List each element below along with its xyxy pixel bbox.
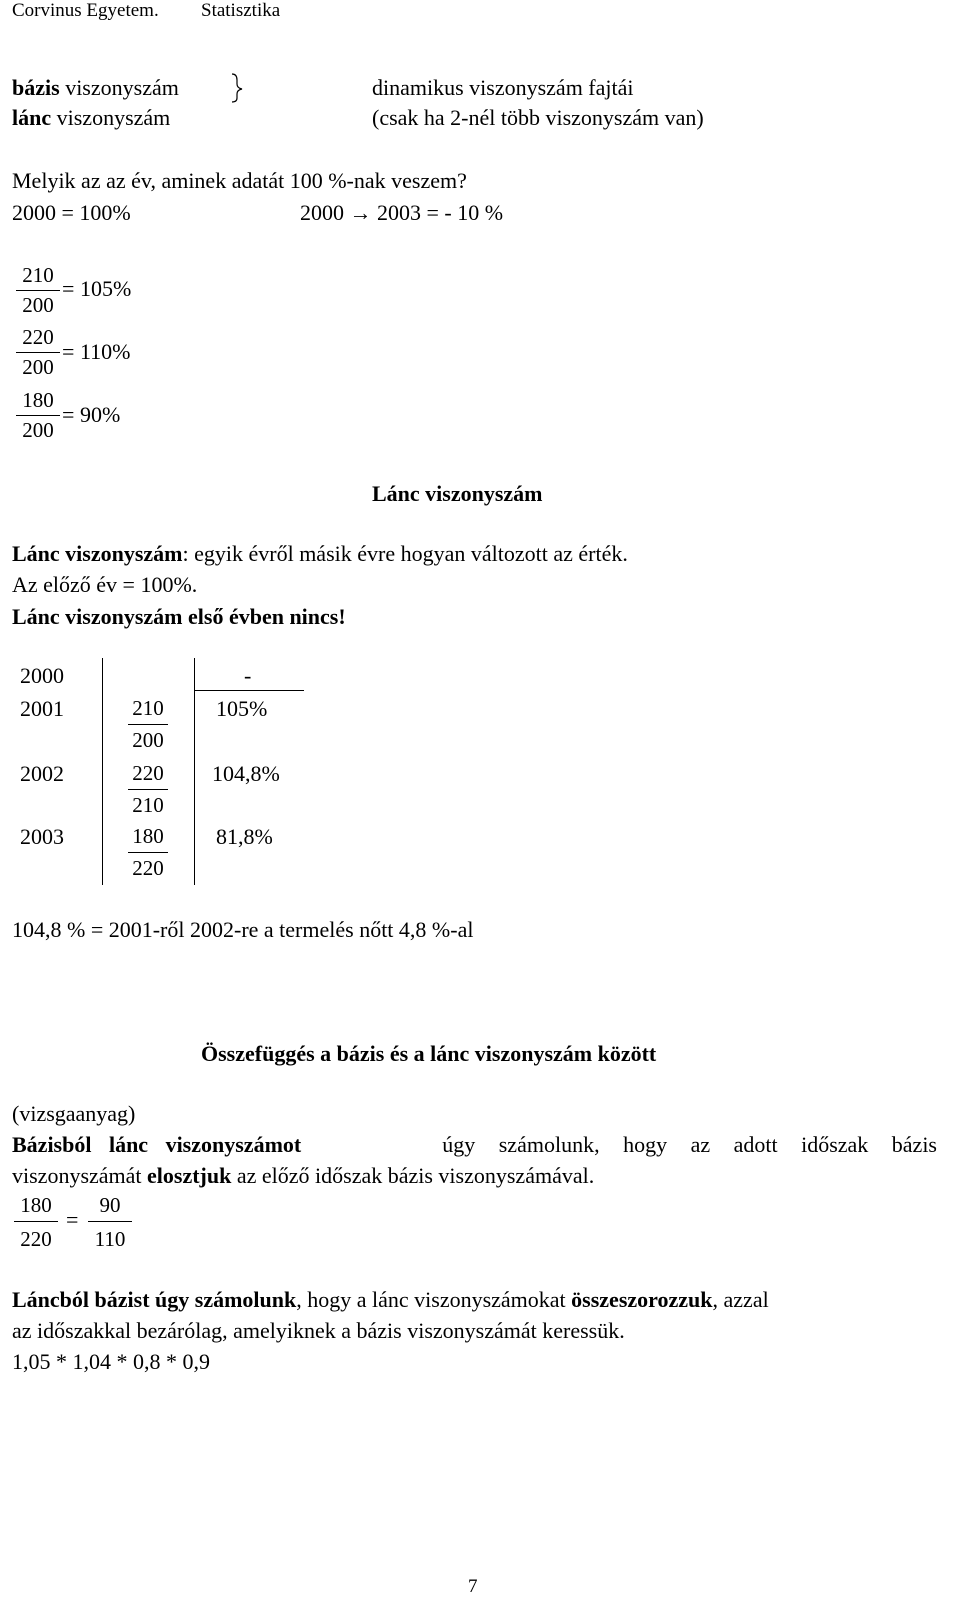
table-row-numerator: 220 [132,761,164,785]
chain-index-label: lánc viszonyszám [12,105,171,130]
table-row-year: 2000 [20,663,64,688]
base-change: 2000 → 2003 = - 10 % [300,200,504,225]
table-row-denominator: 210 [132,793,164,817]
question: Melyik az az év, aminek adatát 100 %-nak veszem? [12,168,467,193]
chain-first-year-note: Lánc viszonyszám első évben nincs! [12,604,346,629]
table-row-numerator: 210 [132,696,164,720]
chain-note: 104,8 % = 2001-ről 2002-re a termelés nőtt 4,8 %-al [12,917,474,942]
brace-icon [228,72,246,104]
chain-to-base-line1: Láncból bázist úgy számolunk, hogy a lánc viszonyszámokat összeszorozzuk, azzal [12,1287,769,1312]
table-row-denominator: 220 [132,856,164,880]
table-row-year: 2002 [20,761,64,786]
table-row-year: 2003 [20,824,64,849]
chain-to-base-line2: az időszakkal bezárólag, amelyiknek a bázis viszonyszámát keressük. [12,1318,625,1343]
dynamic-types-desc: dinamikus viszonyszám fajtái [372,75,634,100]
table-row-value: 105% [216,696,268,721]
table-row-value: - [244,663,252,688]
table-row-numerator: 180 [132,824,164,848]
base-index-label: bázis viszonyszám [12,75,179,100]
chain-definition: Lánc viszonyszám: egyik évről másik évre hogyan változott az érték. [12,541,628,566]
table-row-value: 104,8% [212,761,280,786]
relation-heading: Összefüggés a bázis és a lánc viszonyszám között [201,1041,657,1066]
table-row-value: 81,8% [216,824,273,849]
header-institution: Corvinus Egyetem. [12,0,159,21]
table-row-denominator: 200 [132,728,164,752]
exam-note: (vizsgaanyag) [12,1101,136,1126]
dynamic-types-condition: (csak ha 2-nél több viszonyszám van) [372,105,704,130]
header-course: Statisztika [201,0,281,21]
arrow-icon: → [349,200,372,225]
table-row-year: 2001 [20,696,64,721]
base-equation: 2000 = 100% [12,200,131,225]
base-to-chain-line1: Bázisból lánc viszonyszámot úgy számolunk, hogy az adott időszak bázis [12,1132,937,1157]
base-to-chain-line2: viszonyszámát elosztjuk az előző időszak bázis viszonyszámával. [12,1163,595,1188]
page-number: 7 [468,1576,478,1597]
chain-heading: Lánc viszonyszám [372,481,543,506]
product-formula: 1,05 * 1,04 * 0,8 * 0,9 [12,1349,210,1374]
chain-previous-year: Az előző év = 100%. [12,572,198,597]
